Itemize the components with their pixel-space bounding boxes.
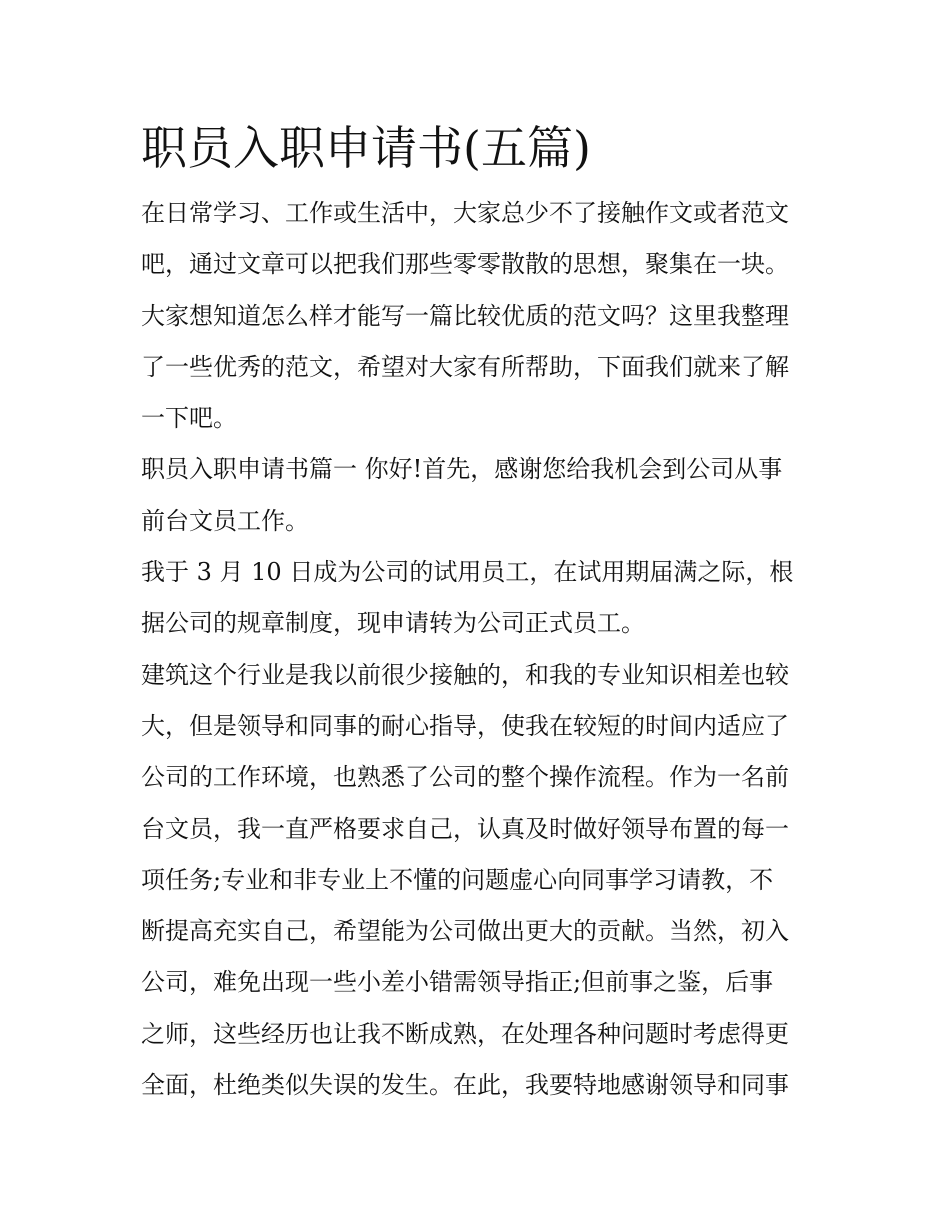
document-title: 职员入职申请书(五篇) [141,121,591,175]
text-line: 职员入职申请书篇一 你好!首先，感谢您给我机会到公司从事 [141,455,783,484]
text-line: 吧，通过文章可以把我们那些零零散散的思想，聚集在一块。 [141,250,789,279]
text-line: 断提高充实自己，希望能为公司做出更大的贡献。当然，初入 [141,917,789,946]
paragraph-greeting [141,444,813,547]
text-line: 建筑这个行业是我以前很少接触的，和我的专业知识相差也较 [141,660,789,689]
text-line: 在日常学习、工作或生活中，大家总少不了接触作文或者范文 [141,199,789,227]
text-line: 我于 3 月 10 日成为公司的试用员工，在试用期届满之际，根 [141,558,794,587]
paragraph-probation [141,547,813,650]
text-line: 前台文员工作。 [141,506,309,535]
text-line: 公司，难免出现一些小差小错需领导指正;但前事之鉴，后事 [141,968,774,997]
text-line: 之师，这些经历也让我不断成熟，在处理各种问题时考虑得更 [141,1019,789,1048]
paragraph-intro [141,188,813,444]
text-line: 项任务;专业和非专业上不懂的问题虚心向同事学习请教，不 [141,865,774,894]
text-line: 公司的工作环境，也熟悉了公司的整个操作流程。作为一名前 [141,763,789,792]
paragraph-experience [141,650,813,1112]
text-line: 台文员，我一直严格要求自己，认真及时做好领导布置的每一 [141,814,789,843]
text-line: 了一些优秀的范文，希望对大家有所帮助，下面我们就来了解 [141,352,789,381]
text-line: 大，但是领导和同事的耐心指导，使我在较短的时间内适应了 [141,711,789,740]
text-line: 一下吧。 [141,404,237,433]
text-line: 据公司的规章制度，现申请转为公司正式员工。 [141,609,645,638]
text-line: 全面，杜绝类似失误的发生。在此，我要特地感谢领导和同事 [141,1071,789,1100]
text-line: 大家想知道怎么样才能写一篇比较优质的范文吗？这里我整理 [141,301,789,330]
document-body [141,118,813,1111]
